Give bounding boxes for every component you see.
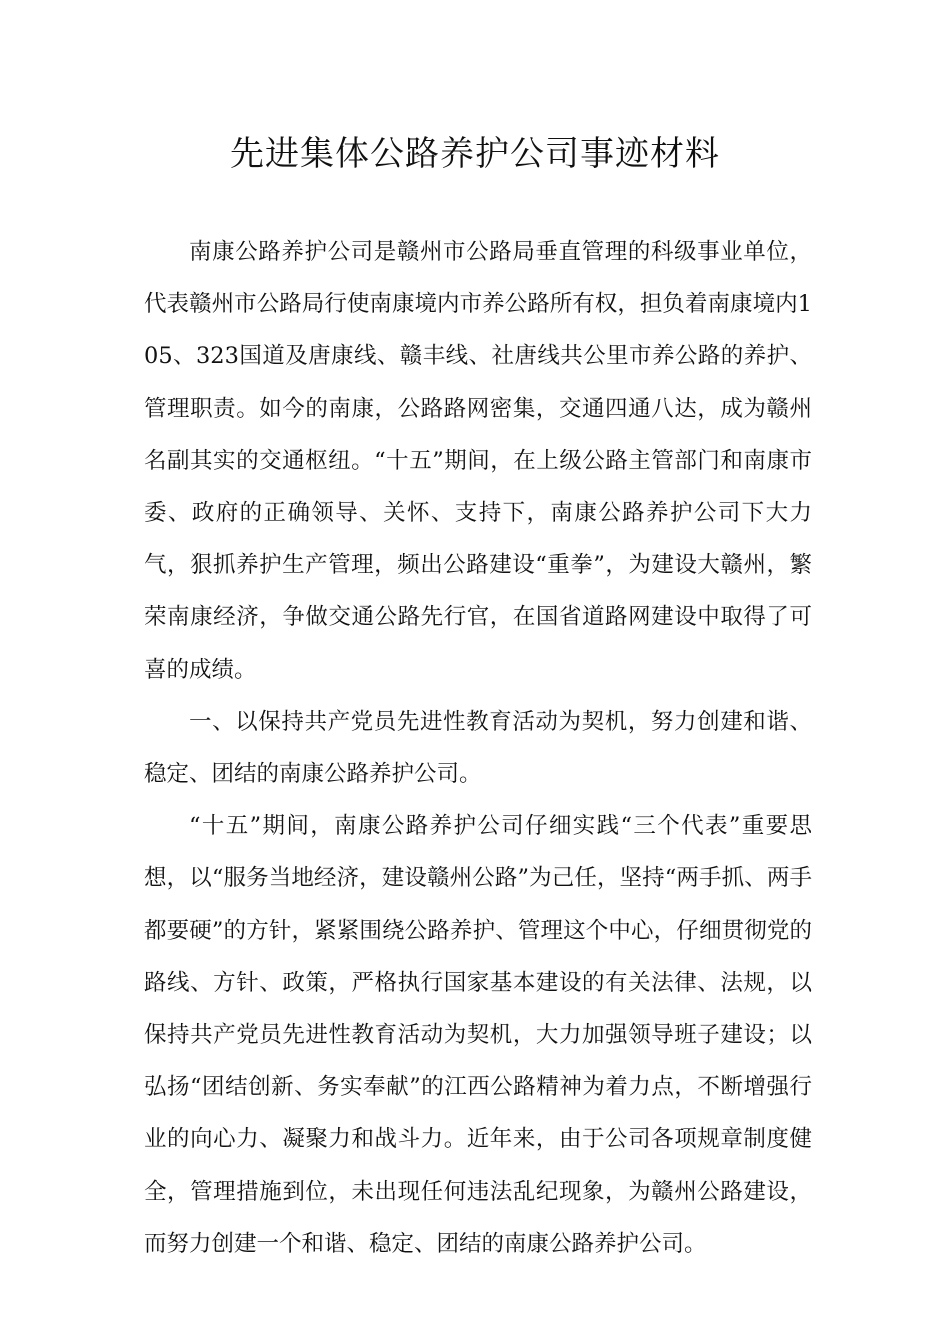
- document-body: [144, 226, 812, 1270]
- paragraph-section-body: “十五”期间，南康公路养护公司仔细实践“三个代表”重要思想，以“服务当地经济，建设赣州公路”为己任，坚持“两手抓、两手都要硬”的方针，紧紧围绕公路养护、管理这个中心，仔细贯彻党的路线、方针、政策，严格执行国家基本建设的有关法律、法规，以保持共产党员先进性教育活动为契机，大力加强领导班子建设；以弘扬“团结创新、务实奉献”的江西公路精神为着力点，不断增强行业的向心力、凝聚力和战斗力。近年来，由于公司各项规章制度健全，管理措施到位，未出现任何违法乱纪现象，为赣州公路建设，而努力创建一个和谐、稳定、团结的南康公路养护公司。: [144, 813, 812, 1257]
- paragraph-intro: 南康公路养护公司是赣州市公路局垂直管理的科级事业单位，代表赣州市公路局行使南康境内市养公路所有权，担负着南康境内105、323国道及唐康线、赣丰线、社唐线共公里市养公路的养护、管理职责。如今的南康，公路路网密集，交通四通八达，成为赣州名副其实的交通枢纽。“十五”期间，在上级公路主管部门和南康市委、政府的正确领导、关怀、支持下，南康公路养护公司下大力气，狠抓养护生产管理，频出公路建设“重拳”，为建设大赣州，繁荣南康经济，争做交通公路先行官，在国省道路网建设中取得了可喜的成绩。: [144, 239, 812, 683]
- paragraph-section-heading: 一、以保持共产党员先进性教育活动为契机，努力创建和谐、稳定、团结的南康公路养护公司。: [144, 708, 812, 788]
- document-title: 先进集体公路养护公司事迹材料: [230, 134, 720, 174]
